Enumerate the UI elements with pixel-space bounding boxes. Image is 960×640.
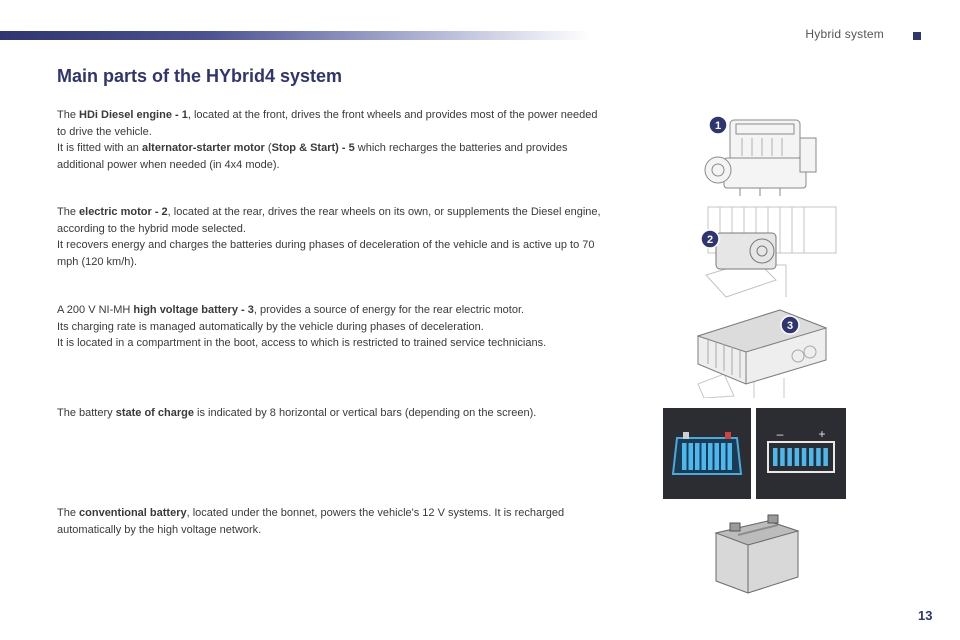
section-marker [913,32,921,40]
diesel-engine-illustration [700,108,830,200]
charge-bar [823,448,828,466]
paragraph-diesel-engine: The HDi Diesel engine - 1, located at the front, drives the front wheels and provides most of the power needed to drive the vehicle. It is fitted with an alternator-starter motor (Stop & Start) - 5 which recharges the batteries and provides additional power when needed (in 4x4 mode). [57,109,598,171]
high-voltage-battery-illustration [694,308,834,398]
charge-bar [802,448,807,466]
charge-bar [809,448,814,466]
callout-3: 3 [786,320,794,332]
paragraph-high-voltage-battery: A 200 V NI-MH high voltage battery - 3, provides a source of energy for the rear electric motor. Its charging rate is managed automatically by the vehicle during phases of deceleration. It is located in a compartment in the boot, access to which is restricted to trained service technicians. [57,304,547,349]
charge-display-horizontal-bars [756,408,846,499]
charge-bar [773,448,778,466]
page-number: 13 [918,608,933,623]
charge-bar [695,443,700,470]
paragraph-conventional-battery: The conventional battery, located under the bonnet, powers the vehicle's 12 V systems. It is recharged automatically by the high voltage network. [57,507,565,536]
charge-bar [682,443,687,470]
charge-bar [708,443,713,470]
conventional-battery-illustration [708,507,804,601]
charge-bar [780,448,785,466]
charge-bar [787,448,792,466]
charge-bar [721,443,726,470]
charge-bar [715,443,720,470]
charge-display-vertical-bars [663,408,751,499]
section-label: Hybrid system [805,27,884,41]
charge-bar [795,448,800,466]
minus-sign: – [776,427,784,441]
callout-1: 1 [714,120,722,132]
charge-bar [816,448,821,466]
header-gradient-bar [0,31,590,40]
charge-bar [702,443,707,470]
plus-sign: + [818,427,826,441]
page-title: Main parts of the HYbrid4 system [57,66,343,86]
electric-motor-illustration [696,205,841,299]
paragraph-electric-motor: The electric motor - 2, located at the rear, drives the rear wheels on its own, or supplements the Diesel engine, according to the hybrid mode selected. It recovers energy and charges the batteries during phases of deceleration of the vehicle and is active up to 70 mph (120 km/h). [57,206,601,268]
callout-2: 2 [706,234,714,246]
charge-bar [728,443,733,470]
paragraph-state-of-charge: The battery state of charge is indicated by 8 horizontal or vertical bars (depending on the screen). [57,407,537,419]
charge-bar [689,443,694,470]
